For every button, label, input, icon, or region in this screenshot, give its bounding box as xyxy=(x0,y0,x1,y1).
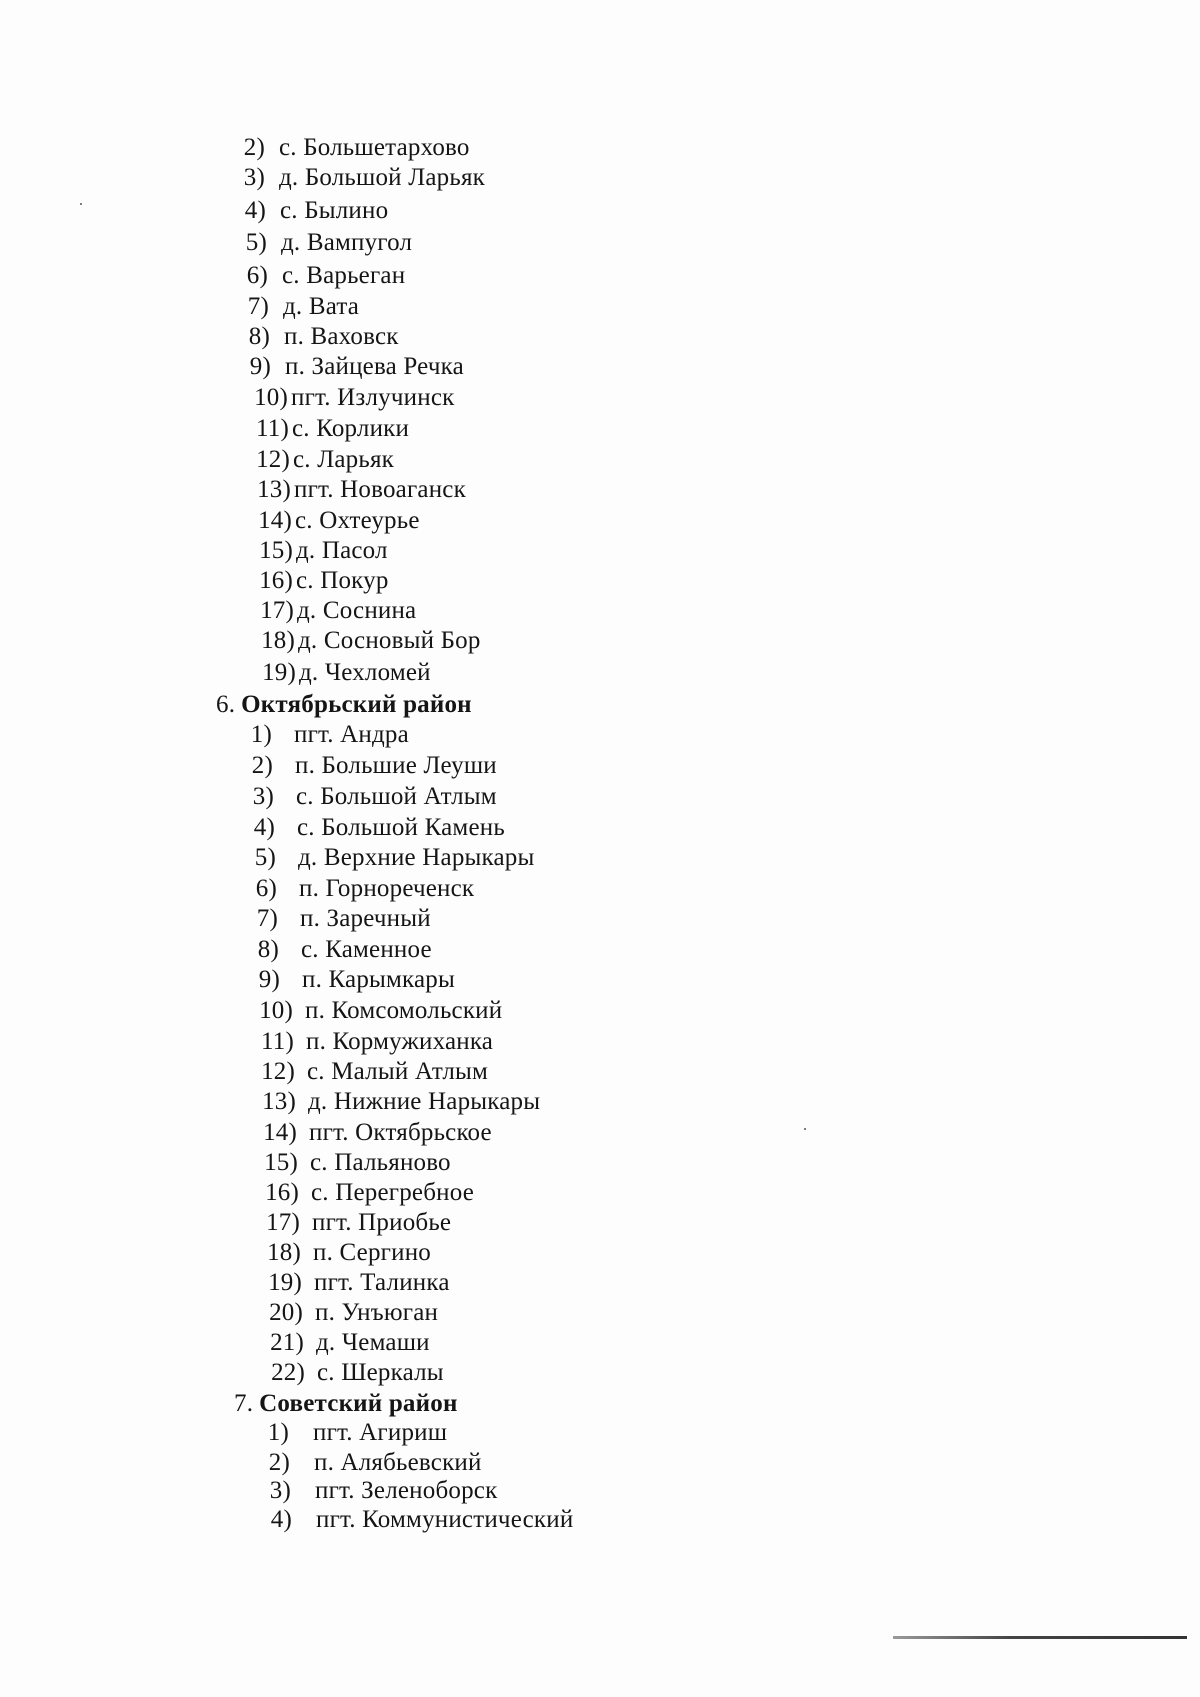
list-item xyxy=(250,1148,451,1178)
section-heading xyxy=(216,690,472,720)
list-item-text: с. Большетархово xyxy=(279,134,470,161)
list-item xyxy=(252,1208,451,1238)
list-item-text: п. Заречный xyxy=(300,905,431,932)
list-item-text: пгт. Новоаганск xyxy=(294,476,466,503)
list-item-text: с. Былино xyxy=(280,197,389,224)
list-item-text: с. Варьеган xyxy=(282,262,406,289)
list-item-text: с. Шеркалы xyxy=(317,1359,444,1386)
list-item-text: п. Сергино xyxy=(313,1239,431,1266)
list-item-text: п. Унъюган xyxy=(315,1299,439,1326)
list-item-text: с. Перегребное xyxy=(311,1179,474,1206)
list-item-number: 12) xyxy=(256,446,290,473)
list-item-number: 14) xyxy=(263,1119,297,1146)
list-item-number: 7) xyxy=(247,293,269,320)
list-item-number: 5) xyxy=(245,229,267,256)
list-item xyxy=(246,1027,493,1057)
list-item-text: пгт. Коммунистический xyxy=(316,1506,574,1533)
list-item xyxy=(221,292,359,322)
list-item xyxy=(220,261,405,291)
list-item-text: с. Покур xyxy=(296,567,389,594)
list-item-number: 3) xyxy=(252,783,274,810)
list-item-number: 13) xyxy=(257,476,291,503)
list-item-number: 3) xyxy=(243,164,265,191)
list-item-text: д. Вампугол xyxy=(281,229,413,256)
list-item xyxy=(257,1358,444,1388)
list-item-number: 20) xyxy=(269,1299,303,1326)
list-item xyxy=(242,445,394,475)
list-item xyxy=(245,536,388,566)
list-item-text: пгт. Октябрьское xyxy=(309,1119,492,1146)
list-item-text: пгт. Агириш xyxy=(313,1419,448,1446)
list-item-text: пгт. Зеленоборск xyxy=(315,1477,498,1504)
list-item-number: 19) xyxy=(268,1269,302,1296)
list-item xyxy=(256,1328,430,1358)
list-item-number: 5) xyxy=(254,844,276,871)
list-item xyxy=(247,1057,488,1087)
list-item-number: 6) xyxy=(255,875,277,902)
list-item-number: 17) xyxy=(260,597,294,624)
list-item xyxy=(229,874,474,904)
list-item-number: 10) xyxy=(259,997,293,1024)
list-item-text: д. Пасол xyxy=(296,537,388,564)
list-item xyxy=(232,965,455,995)
list-item-number: 8) xyxy=(248,323,270,350)
list-item-number: 1) xyxy=(267,1419,289,1446)
list-item-number: 11) xyxy=(256,415,289,442)
list-item xyxy=(244,506,420,536)
list-item xyxy=(230,904,431,934)
list-item xyxy=(246,596,416,626)
list-item-text: с. Ларьяк xyxy=(293,446,394,473)
list-item-text: с. Охтеурье xyxy=(295,507,420,534)
list-item-text: п. Зайцева Речка xyxy=(285,353,464,380)
list-item xyxy=(254,1268,450,1298)
list-item xyxy=(243,1476,497,1506)
list-item-text: пгт. Приобье xyxy=(312,1209,452,1236)
list-item-number: 2) xyxy=(251,752,273,779)
list-item-number: 7) xyxy=(256,905,278,932)
list-item-number: 2) xyxy=(243,134,265,161)
list-item xyxy=(226,782,497,812)
list-item-number: 16) xyxy=(259,567,293,594)
list-item xyxy=(217,163,485,193)
list-item-number: 13) xyxy=(262,1088,296,1115)
list-item-number: 4) xyxy=(253,814,275,841)
list-item xyxy=(247,626,481,656)
list-item-text: п. Алябьевский xyxy=(314,1449,482,1476)
list-item-number: 9) xyxy=(249,353,271,380)
list-item-number: 15) xyxy=(264,1149,298,1176)
list-item-text: пгт. Талинка xyxy=(314,1269,450,1296)
list-item-text: д. Чемаши xyxy=(316,1329,430,1356)
section-title: Советский район xyxy=(259,1390,458,1417)
list-item-text: д. Большой Ларьяк xyxy=(279,164,486,191)
list-item xyxy=(225,751,497,781)
list-item-text: с. Большой Атлым xyxy=(296,783,497,810)
list-item-number: 9) xyxy=(258,966,280,993)
list-item-text: п. Ваховск xyxy=(284,323,399,350)
scan-speck xyxy=(804,1128,806,1130)
list-item xyxy=(240,383,454,413)
list-item xyxy=(227,813,505,843)
list-item xyxy=(248,1087,540,1117)
list-item-text: пгт. Излучинск xyxy=(291,384,455,411)
list-item xyxy=(255,1298,438,1328)
list-item xyxy=(244,1505,573,1535)
list-item-text: пгт. Андра xyxy=(294,721,409,748)
list-item xyxy=(242,1448,482,1478)
list-item-number: 1) xyxy=(250,721,272,748)
list-item-text: с. Большой Камень xyxy=(297,814,505,841)
list-item xyxy=(217,133,470,163)
list-item xyxy=(245,996,502,1026)
list-item-text: п. Карымкары xyxy=(302,966,455,993)
list-item-number: 11) xyxy=(261,1028,294,1055)
list-item-number: 3) xyxy=(269,1477,291,1504)
list-item xyxy=(253,1238,431,1268)
list-item xyxy=(224,720,409,750)
list-item-number: 8) xyxy=(257,936,279,963)
list-item xyxy=(222,322,399,352)
list-item-number: 18) xyxy=(261,627,295,654)
list-item-text: д. Нижние Нарыкары xyxy=(308,1088,541,1115)
list-item-text: с. Корлики xyxy=(292,415,410,442)
list-item-number: 15) xyxy=(259,537,293,564)
list-item-number: 6) xyxy=(246,262,268,289)
list-item-number: 18) xyxy=(267,1239,301,1266)
list-item-number: 2) xyxy=(268,1449,290,1476)
list-item-number: 10) xyxy=(254,384,288,411)
list-item-number: 16) xyxy=(265,1179,299,1206)
list-item xyxy=(245,566,389,596)
list-item-number: 22) xyxy=(271,1359,305,1386)
list-item xyxy=(243,475,466,505)
list-item xyxy=(228,843,535,873)
list-item xyxy=(218,196,388,226)
list-item-number: 21) xyxy=(270,1329,304,1356)
list-item xyxy=(248,658,431,688)
list-item-text: д. Соснина xyxy=(297,597,417,624)
list-item-text: д. Чехломей xyxy=(299,659,431,686)
list-item-text: с. Малый Атлым xyxy=(307,1058,489,1085)
section-heading xyxy=(234,1389,458,1419)
scan-speck xyxy=(80,203,82,205)
list-item xyxy=(249,1118,492,1148)
list-item xyxy=(219,228,412,258)
list-item-number: 4) xyxy=(270,1506,292,1533)
section-title: Октябрьский район xyxy=(241,691,472,718)
section-number: 7. xyxy=(234,1390,254,1417)
list-item-number: 19) xyxy=(262,659,296,686)
list-item-text: д. Верхние Нарыкары xyxy=(298,844,535,871)
list-item xyxy=(241,414,409,444)
footer-rule xyxy=(893,1636,1187,1639)
list-item-text: с. Каменное xyxy=(301,936,432,963)
list-item-text: п. Кормужиханка xyxy=(306,1028,494,1055)
list-item-text: п. Комсомольский xyxy=(305,997,503,1024)
list-item xyxy=(251,1178,474,1208)
list-item-number: 12) xyxy=(261,1058,295,1085)
list-item-text: д. Вата xyxy=(283,293,360,320)
list-item-number: 17) xyxy=(266,1209,300,1236)
list-item-text: п. Большие Леуши xyxy=(295,752,497,779)
list-item xyxy=(223,352,464,382)
list-item-text: с. Пальяново xyxy=(310,1149,451,1176)
list-item-number: 14) xyxy=(258,507,292,534)
list-item-text: п. Горнореченск xyxy=(299,875,475,902)
list-item-number: 4) xyxy=(244,197,266,224)
list-item-text: д. Сосновый Бор xyxy=(298,627,481,654)
list-item xyxy=(231,935,432,965)
section-number: 6. xyxy=(216,691,236,718)
list-item xyxy=(241,1418,447,1448)
